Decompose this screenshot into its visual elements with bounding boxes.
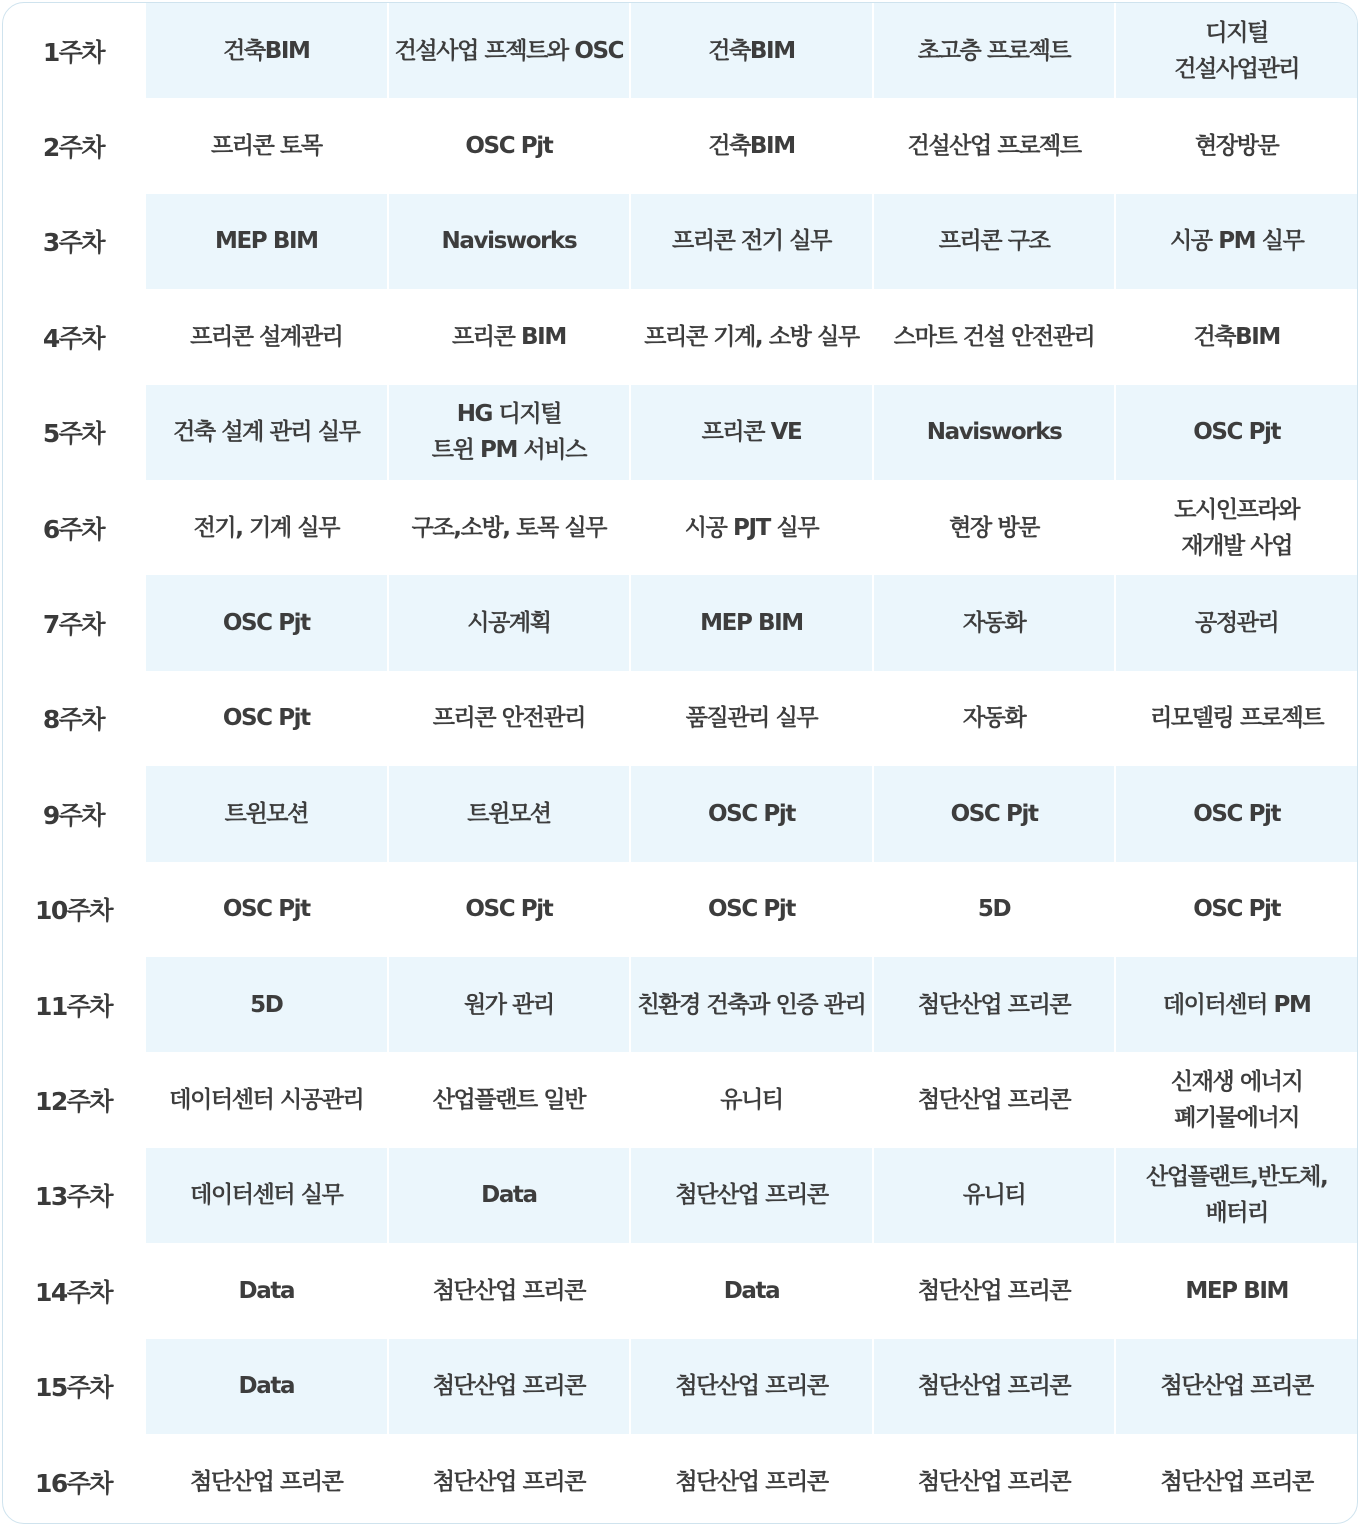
table-cell: 품질관리 실무 <box>685 705 818 732</box>
week-label: 12주차 <box>34 1087 113 1117</box>
table-cell: OSC Pjt <box>708 896 795 923</box>
table-cell: OSC Pjt <box>874 766 1115 861</box>
table-cell: 유니티 <box>874 1148 1115 1243</box>
table-cell: 데이터센터 PM <box>1116 957 1357 1052</box>
table-cell: 데이터센터 실무 <box>146 1148 387 1243</box>
row-cells <box>144 1052 1357 1147</box>
table-cell: OSC Pjt <box>465 896 553 923</box>
table-cell: MEP BIM <box>1185 1277 1288 1304</box>
table-cell: 프리콘 전기 실무 <box>631 194 872 289</box>
row-cells <box>144 766 1357 861</box>
table-row <box>3 1243 1357 1338</box>
week-label: 16주차 <box>34 1468 113 1498</box>
table-cell: Navisworks <box>874 385 1115 480</box>
table-cell: 첨단산업 프리콘 <box>874 1339 1115 1434</box>
table-cell: 첨단산업 프리콘 <box>917 1277 1071 1304</box>
row-cells <box>144 480 1357 575</box>
week-label: 7주차 <box>42 610 105 640</box>
table-cell: 5D <box>146 957 387 1052</box>
table-row <box>3 480 1357 575</box>
week-label: 1주차 <box>42 37 105 67</box>
table-cell: 프리콘 안전관리 <box>432 705 586 732</box>
table-cell: 첨단산업 프리콘 <box>432 1277 586 1304</box>
table-cell: 산업플랜트,반도체, 배터리 <box>1116 1148 1357 1243</box>
table-cell: 건축BIM <box>146 3 387 98</box>
table-cell: 초고층 프로젝트 <box>874 3 1115 98</box>
table-cell: 친환경 건축과 인증 관리 <box>631 957 872 1052</box>
week-label: 2주차 <box>42 133 105 163</box>
row-cells <box>144 1243 1357 1338</box>
table-cell: 디지털 건설사업관리 <box>1116 3 1357 98</box>
table-row <box>3 671 1357 766</box>
table-cell: 시공 PM 실무 <box>1116 194 1357 289</box>
table-cell: 구조,소방, 토목 실무 <box>411 514 607 541</box>
table-cell: HG 디지털 트윈 PM 서비스 <box>389 385 630 480</box>
table-cell: 첨단산업 프리콘 <box>631 1148 872 1243</box>
table-cell: Data <box>389 1148 630 1243</box>
table-cell: OSC Pjt <box>631 766 872 861</box>
week-label: 13주차 <box>34 1182 113 1212</box>
table-cell: 스마트 건설 안전관리 <box>893 323 1095 350</box>
table-cell: OSC Pjt <box>222 705 310 732</box>
table-cell: 첨단산업 프리콘 <box>1160 1468 1313 1495</box>
week-label: 10주차 <box>34 896 113 926</box>
schedule-table <box>2 2 1358 1524</box>
table-cell: 건축BIM <box>631 3 872 98</box>
table-cell: 프리콘 구조 <box>874 194 1115 289</box>
table-cell: 시공 PJT 실무 <box>684 514 819 541</box>
table-cell: 유니티 <box>720 1087 783 1114</box>
table-cell: 신재생 에너지 폐기물에너지 <box>1170 1069 1303 1132</box>
table-cell: 첨단산업 프리콘 <box>432 1468 586 1495</box>
row-cells <box>144 385 1357 480</box>
table-cell: Data <box>723 1277 780 1304</box>
table-cell: 첨단산업 프리콘 <box>190 1468 343 1495</box>
table-cell: Data <box>238 1277 295 1304</box>
table-cell: 공정관리 <box>1116 575 1357 670</box>
row-cells <box>144 98 1357 193</box>
row-cells <box>144 957 1357 1052</box>
table-row <box>3 385 1357 480</box>
table-cell: MEP BIM <box>146 194 387 289</box>
table-cell: 프리콘 설계관리 <box>190 323 343 350</box>
table-cell: OSC Pjt <box>1116 385 1357 480</box>
table-cell: MEP BIM <box>631 575 872 670</box>
table-cell: 건설사업 프젝트와 OSC <box>389 3 630 98</box>
table-row <box>3 1434 1357 1524</box>
week-label: 14주차 <box>34 1277 113 1307</box>
table-cell: 건축 설계 관리 실무 <box>146 385 387 480</box>
week-label: 9주차 <box>42 800 105 830</box>
table-cell: 프리콘 BIM <box>451 323 566 350</box>
table-cell: 트윈모션 <box>146 766 387 861</box>
row-cells <box>144 671 1357 766</box>
table-cell: 첨단산업 프리콘 <box>917 1468 1071 1495</box>
table-cell: Data <box>146 1339 387 1434</box>
table-cell: 첨단산업 프리콘 <box>874 957 1115 1052</box>
table-row <box>3 289 1357 384</box>
table-cell: 첨단산업 프리콘 <box>675 1468 828 1495</box>
table-cell: 프리콘 VE <box>631 385 872 480</box>
table-cell: 리모델링 프로젝트 <box>1150 705 1324 732</box>
row-cells <box>144 3 1357 98</box>
table-cell: 건설산업 프로젝트 <box>907 133 1081 160</box>
week-label: 8주차 <box>42 705 105 735</box>
week-label: 11주차 <box>34 991 113 1021</box>
table-row <box>3 957 1357 1052</box>
week-label: 3주차 <box>42 228 105 258</box>
table-cell: 첨단산업 프리콘 <box>389 1339 630 1434</box>
row-cells <box>144 289 1357 384</box>
table-cell: 5D <box>977 896 1011 923</box>
table-cell: OSC Pjt <box>465 133 553 160</box>
row-cells <box>144 575 1357 670</box>
table-cell: 건축BIM <box>1193 323 1280 350</box>
table-row <box>3 575 1357 670</box>
week-label: 5주차 <box>42 419 105 449</box>
row-cells <box>144 194 1357 289</box>
table-row <box>3 3 1357 98</box>
table-cell: 첨단산업 프리콘 <box>1116 1339 1357 1434</box>
table-cell: 자동화 <box>874 575 1115 670</box>
table-cell: 트윈모션 <box>389 766 630 861</box>
table-row <box>3 766 1357 861</box>
table-row <box>3 194 1357 289</box>
row-cells <box>144 862 1357 957</box>
table-cell: 시공계획 <box>389 575 630 670</box>
table-cell: 데이터센터 시공관리 <box>169 1087 364 1114</box>
table-row <box>3 1148 1357 1243</box>
table-cell: 첨단산업 프리콘 <box>917 1087 1071 1114</box>
table-cell: OSC Pjt <box>146 575 387 670</box>
table-row <box>3 1339 1357 1434</box>
table-cell: 전기, 기계 실무 <box>193 514 340 541</box>
table-cell: 첨단산업 프리콘 <box>631 1339 872 1434</box>
week-label: 15주차 <box>34 1373 113 1403</box>
table-cell: Navisworks <box>389 194 630 289</box>
table-cell: 프리콘 토목 <box>210 133 322 160</box>
row-cells <box>144 1434 1357 1524</box>
week-label: 4주차 <box>42 323 105 353</box>
week-label: 6주차 <box>42 514 105 544</box>
table-cell: 산업플랜트 일반 <box>432 1087 586 1114</box>
table-cell: OSC Pjt <box>1116 766 1357 861</box>
table-cell: 도시인프라와 재개발 사업 <box>1174 496 1300 559</box>
schedule-grid <box>3 3 1357 1523</box>
table-cell: OSC Pjt <box>222 896 310 923</box>
table-row <box>3 862 1357 957</box>
table-cell: 자동화 <box>962 705 1026 732</box>
table-row <box>3 1052 1357 1147</box>
row-cells <box>144 1148 1357 1243</box>
row-cells <box>144 1339 1357 1434</box>
table-cell: 현장방문 <box>1195 133 1279 160</box>
table-cell: 현장 방문 <box>949 514 1040 541</box>
table-cell: OSC Pjt <box>1193 896 1281 923</box>
table-cell: 프리콘 기계, 소방 실무 <box>644 323 859 350</box>
table-row <box>3 98 1357 193</box>
table-cell: 건축BIM <box>708 133 795 160</box>
table-cell: 원가 관리 <box>389 957 630 1052</box>
